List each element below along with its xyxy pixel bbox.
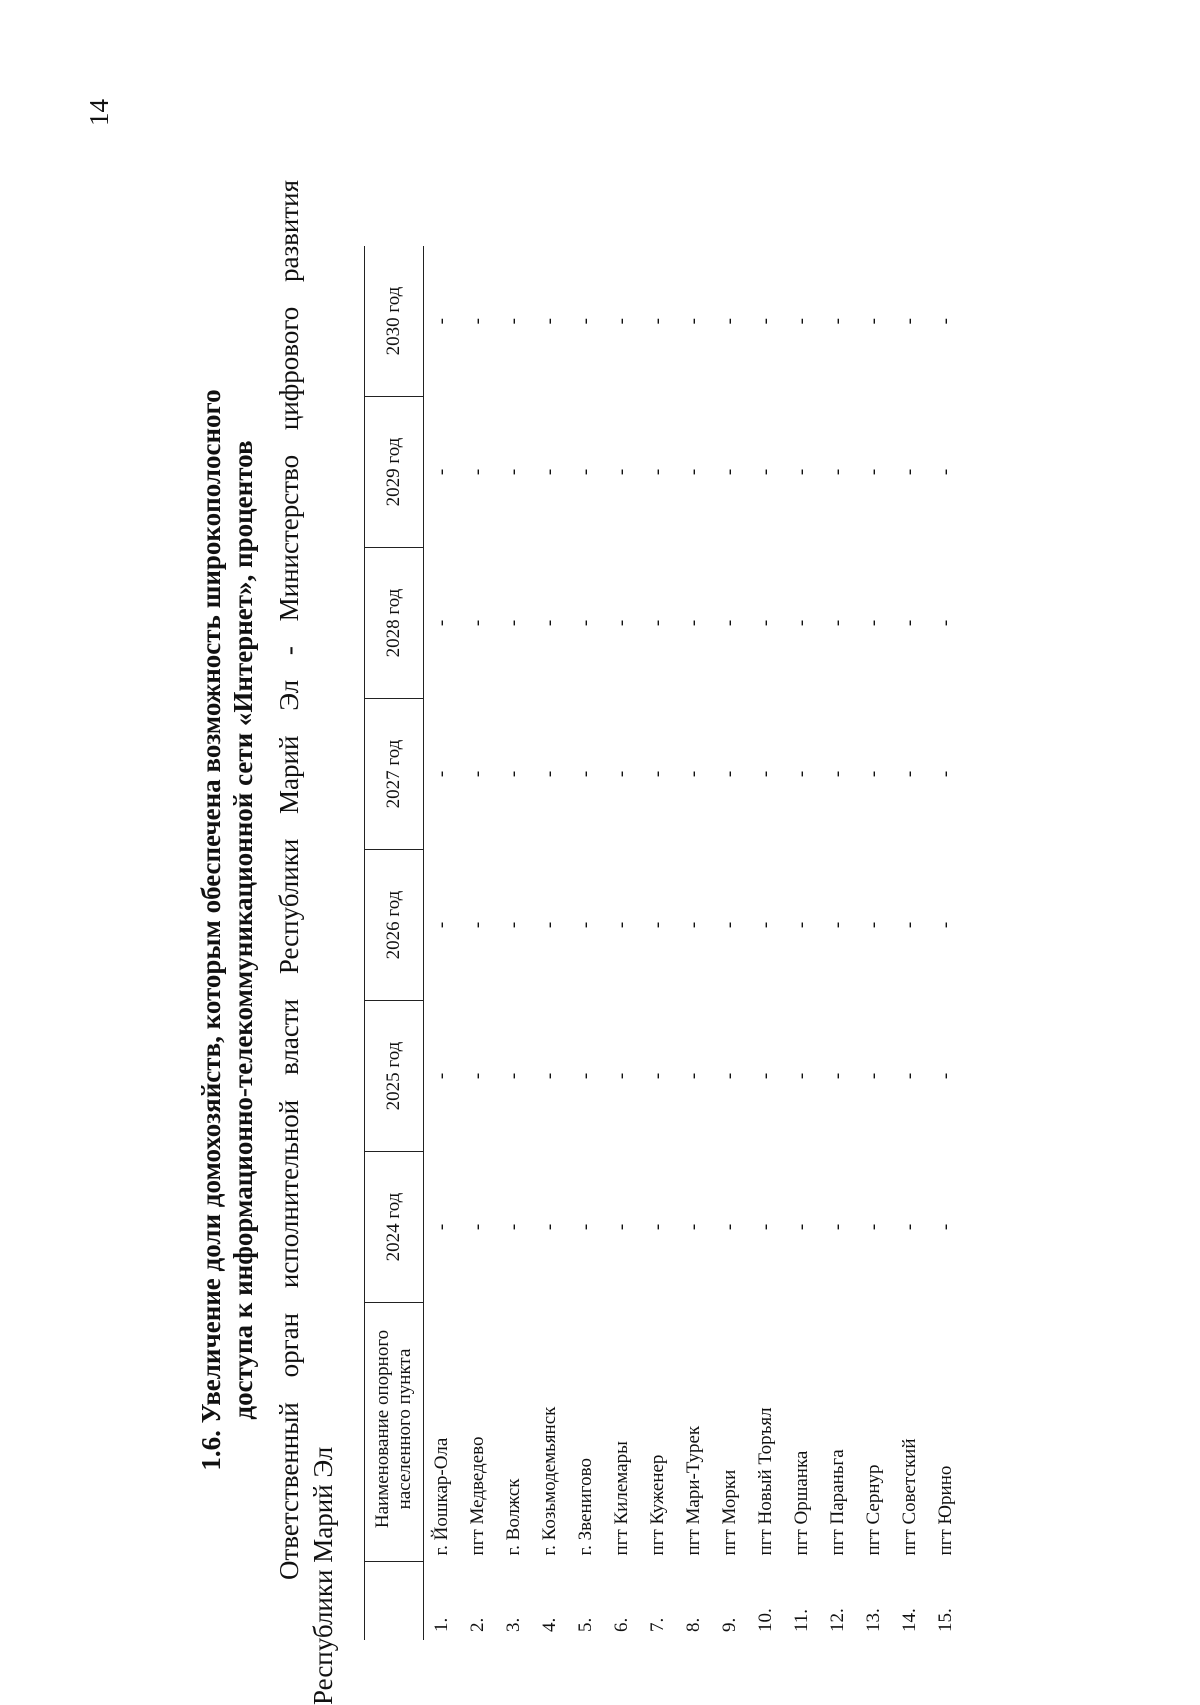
header-year: 2027 год	[365, 699, 424, 850]
year-value: -	[827, 921, 848, 929]
row-number: 5.	[575, 1617, 596, 1632]
year-value: -	[647, 1072, 668, 1080]
year-value: -	[899, 921, 920, 929]
year-value: -	[791, 770, 812, 778]
table-row	[532, 246, 568, 1640]
year-value: -	[683, 1223, 704, 1231]
year-value: -	[503, 318, 524, 325]
year-value: -	[539, 318, 560, 325]
year-value: -	[611, 619, 632, 627]
year-value: -	[539, 921, 560, 929]
year-value: -	[791, 468, 812, 476]
year-value: -	[467, 770, 488, 778]
year-value: -	[899, 1223, 920, 1231]
year-value: -	[899, 468, 920, 476]
responsible-authority-cont: Республики Марий Эл	[308, 1446, 338, 1705]
row-number: 15.	[935, 1608, 956, 1632]
year-value: -	[863, 1072, 884, 1080]
year-value: -	[575, 468, 596, 476]
page-number: 14	[84, 99, 114, 126]
year-value: -	[424, 548, 461, 699]
row-number: 10.	[755, 1608, 776, 1632]
settlement-name: пгт Оршанка	[791, 1450, 812, 1556]
year-value: -	[683, 770, 704, 778]
year-value: -	[503, 468, 524, 476]
year-value: -	[575, 770, 596, 778]
table-row	[460, 246, 496, 1640]
year-value: -	[683, 921, 704, 929]
year-value: -	[755, 468, 776, 476]
year-value: -	[755, 921, 776, 929]
year-value: -	[935, 1072, 956, 1080]
year-value: -	[863, 770, 884, 778]
year-value: -	[647, 921, 668, 929]
year-value: -	[503, 1223, 524, 1231]
settlement-name: пгт Новый Торъял	[755, 1407, 776, 1556]
year-value: -	[791, 1072, 812, 1080]
year-value: -	[424, 699, 461, 850]
year-value: -	[503, 770, 524, 778]
settlement-name: г. Волжск	[503, 1478, 524, 1556]
year-value: -	[935, 619, 956, 627]
year-value: -	[467, 468, 488, 476]
year-value: -	[424, 1152, 461, 1303]
row-number: 13.	[863, 1608, 884, 1632]
year-value: -	[611, 318, 632, 325]
year-value: -	[719, 619, 740, 627]
year-value: -	[539, 619, 560, 627]
header-year: 2029 год	[365, 397, 424, 548]
year-value: -	[467, 1223, 488, 1231]
settlement-name: пгт Медведево	[467, 1436, 488, 1556]
year-value: -	[683, 468, 704, 476]
table-row	[496, 246, 532, 1640]
year-value: -	[719, 1223, 740, 1231]
table-row	[748, 246, 784, 1640]
year-value: -	[827, 468, 848, 476]
year-value: -	[791, 619, 812, 627]
year-value: -	[611, 770, 632, 778]
year-value: -	[539, 1072, 560, 1080]
year-value: -	[467, 318, 488, 325]
year-value: -	[935, 770, 956, 778]
year-value: -	[575, 318, 596, 325]
year-value: -	[539, 468, 560, 476]
table-row	[928, 246, 964, 1640]
header-number	[365, 1562, 424, 1641]
table-row	[712, 246, 748, 1640]
year-value: -	[611, 468, 632, 476]
settlement-name: пгт Морки	[719, 1469, 740, 1556]
settlement-name: пгт Юрино	[935, 1465, 956, 1556]
year-value: -	[683, 318, 704, 325]
year-value: -	[935, 468, 956, 476]
year-value: -	[827, 770, 848, 778]
settlement-name: г. Козьмодемьянск	[539, 1406, 560, 1556]
row-number: 1.	[424, 1562, 461, 1641]
table-header-row	[365, 246, 424, 1640]
year-value: -	[755, 619, 776, 627]
table-row	[676, 246, 712, 1640]
year-value: -	[719, 318, 740, 325]
year-value: -	[503, 1072, 524, 1080]
settlement-name: пгт Мари-Турек	[683, 1425, 704, 1556]
year-value: -	[647, 318, 668, 325]
row-number: 8.	[683, 1617, 704, 1632]
table-row	[568, 246, 604, 1640]
year-value: -	[575, 921, 596, 929]
year-value: -	[863, 1223, 884, 1231]
header-year: 2024 год	[365, 1152, 424, 1303]
header-name: Наименование опорного населенного пункта	[365, 1303, 424, 1562]
year-value: -	[647, 770, 668, 778]
year-value: -	[719, 770, 740, 778]
row-number: 4.	[539, 1617, 560, 1632]
row-number: 6.	[611, 1617, 632, 1632]
year-value: -	[899, 1072, 920, 1080]
year-value: -	[899, 619, 920, 627]
data-table	[364, 246, 964, 1640]
table-body	[424, 246, 965, 1640]
year-value: -	[719, 468, 740, 476]
year-value: -	[827, 619, 848, 627]
table-row	[856, 246, 892, 1640]
year-value: -	[503, 619, 524, 627]
year-value: -	[935, 921, 956, 929]
responsible-authority: Ответственный орган исполнительной власти Республики Марий Эл - Министерство цифрового развития	[274, 180, 304, 1580]
year-value: -	[424, 1001, 461, 1152]
settlement-name: пгт Советский	[899, 1438, 920, 1556]
table-row	[424, 246, 461, 1640]
row-number: 12.	[827, 1608, 848, 1632]
year-value: -	[791, 318, 812, 325]
year-value: -	[899, 770, 920, 778]
rotated-content	[195, 110, 1095, 1705]
year-value: -	[863, 318, 884, 325]
year-value: -	[755, 318, 776, 325]
year-value: -	[863, 619, 884, 627]
year-value: -	[424, 850, 461, 1001]
year-value: -	[935, 318, 956, 325]
year-value: -	[424, 397, 461, 548]
year-value: -	[647, 468, 668, 476]
year-value: -	[503, 921, 524, 929]
year-value: -	[611, 921, 632, 929]
settlement-name: г. Звенигово	[575, 1458, 596, 1556]
year-value: -	[827, 1223, 848, 1231]
table-row	[604, 246, 640, 1640]
year-value: -	[467, 921, 488, 929]
settlement-name: пгт Сернур	[863, 1464, 884, 1556]
year-value: -	[647, 619, 668, 627]
year-value: -	[575, 1223, 596, 1231]
year-value: -	[611, 1072, 632, 1080]
year-value: -	[424, 246, 461, 397]
year-value: -	[611, 1223, 632, 1231]
section-title-line2: доступа к информационно-телекоммуникационной сети «Интернет», процентов	[228, 440, 258, 1420]
year-value: -	[683, 1072, 704, 1080]
section-title	[195, 220, 259, 1640]
year-value: -	[719, 1072, 740, 1080]
year-value: -	[467, 619, 488, 627]
year-value: -	[719, 921, 740, 929]
header-year: 2028 год	[365, 548, 424, 699]
year-value: -	[755, 770, 776, 778]
table-row	[784, 246, 820, 1640]
row-number: 3.	[503, 1617, 524, 1632]
year-value: -	[791, 1223, 812, 1231]
row-number: 2.	[467, 1617, 488, 1632]
row-number: 9.	[719, 1617, 740, 1632]
year-value: -	[755, 1072, 776, 1080]
year-value: -	[791, 921, 812, 929]
year-value: -	[863, 468, 884, 476]
year-value: -	[467, 1072, 488, 1080]
header-year: 2026 год	[365, 850, 424, 1001]
header-year: 2025 год	[365, 1001, 424, 1152]
year-value: -	[899, 318, 920, 325]
year-value: -	[935, 1223, 956, 1231]
settlement-name: пгт Параньга	[827, 1449, 848, 1556]
section-title-line1: 1.6. Увеличение доли домохозяйств, которым обеспечена возможность широкополосного	[196, 389, 226, 1471]
table-row	[820, 246, 856, 1640]
row-number: 14.	[899, 1608, 920, 1632]
row-number: 7.	[647, 1617, 668, 1632]
table-row	[892, 246, 928, 1640]
settlement-name: пгт Килемары	[611, 1441, 632, 1556]
settlement-name: пгт Куженер	[647, 1454, 668, 1556]
row-number: 11.	[791, 1608, 812, 1632]
year-value: -	[827, 318, 848, 325]
year-value: -	[755, 1223, 776, 1231]
settlement-name: г. Йошкар-Ола	[424, 1303, 461, 1562]
header-year: 2030 год	[365, 246, 424, 397]
table-row	[640, 246, 676, 1640]
year-value: -	[827, 1072, 848, 1080]
year-value: -	[647, 1223, 668, 1231]
year-value: -	[863, 921, 884, 929]
year-value: -	[539, 1223, 560, 1231]
year-value: -	[539, 770, 560, 778]
year-value: -	[575, 619, 596, 627]
year-value: -	[683, 619, 704, 627]
year-value: -	[575, 1072, 596, 1080]
